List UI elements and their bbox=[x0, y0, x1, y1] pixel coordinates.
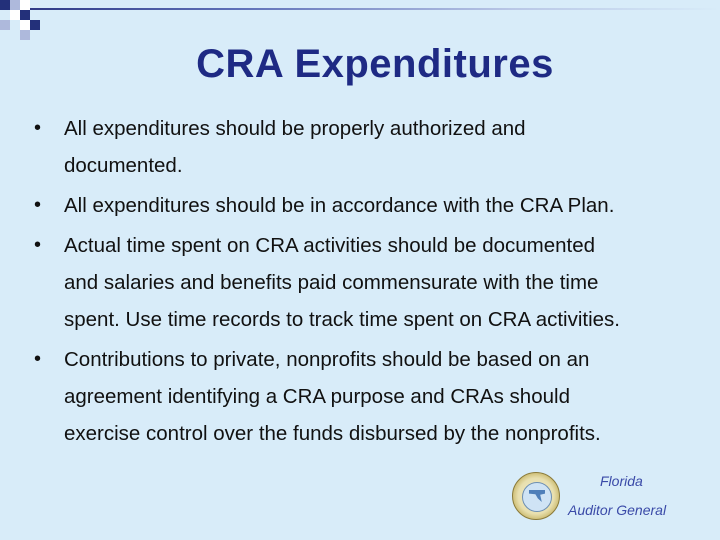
bullet-line: Contributions to private, nonprofits should be based on an bbox=[64, 348, 590, 371]
deco-square bbox=[0, 20, 10, 30]
bullet-line: spent. Use time records to track time spent on CRA activities. bbox=[64, 308, 620, 331]
footer-florida: Florida bbox=[600, 473, 643, 489]
bullet-line: agreement identifying a CRA purpose and CRAs should bbox=[64, 385, 570, 408]
bullet-list bbox=[34, 110, 704, 452]
bullet-item bbox=[34, 227, 704, 338]
deco-square bbox=[0, 0, 10, 10]
bullet-line: and salaries and benefits paid commensurate with the time bbox=[64, 271, 599, 294]
footer-auditor-general: Auditor General bbox=[568, 502, 667, 518]
deco-square bbox=[20, 0, 30, 10]
florida-seal-logo bbox=[512, 472, 560, 520]
bullet-line: All expenditures should be in accordance with the CRA Plan. bbox=[64, 194, 615, 217]
deco-square bbox=[20, 30, 30, 40]
bullet-marker: • bbox=[34, 194, 42, 216]
bullet-item bbox=[34, 341, 704, 452]
deco-square bbox=[20, 20, 30, 30]
bullet-line: All expenditures should be properly authorized and bbox=[64, 117, 526, 140]
deco-square bbox=[20, 10, 30, 20]
header-rule bbox=[30, 8, 720, 10]
bullet-item bbox=[34, 187, 704, 224]
deco-square bbox=[30, 20, 40, 30]
seal-inner bbox=[522, 482, 552, 512]
deco-square bbox=[10, 0, 20, 10]
bullet-line: documented. bbox=[64, 154, 183, 177]
bullet-marker: • bbox=[34, 234, 42, 256]
bullet-item bbox=[34, 110, 704, 184]
deco-square bbox=[10, 10, 20, 20]
bullet-line: exercise control over the funds disbursed by the nonprofits. bbox=[64, 422, 601, 445]
slide-title: CRA Expenditures bbox=[196, 42, 554, 86]
bullet-marker: • bbox=[34, 348, 42, 370]
florida-map-icon bbox=[529, 490, 545, 502]
bullet-marker: • bbox=[34, 117, 42, 139]
bullet-line: Actual time spent on CRA activities should be documented bbox=[64, 234, 596, 257]
